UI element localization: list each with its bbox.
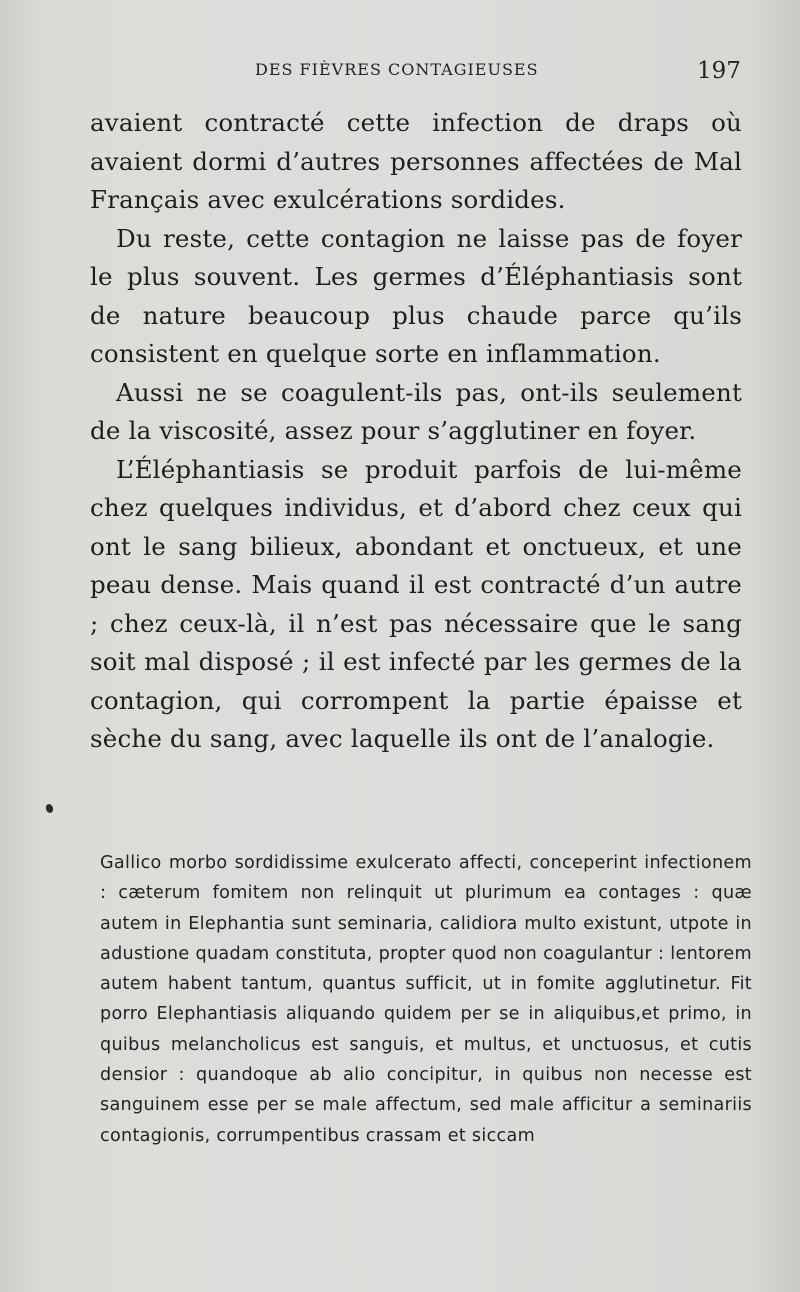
footnote-text: Gallico morbo sordidissime exulcerato affecti, conceperint infectionem : cæterum fomitem non relinquit ut plurimum ea contages : quæ autem in Elephantia sunt seminaria, calidiora multo existunt, utpote in adustione quadam constituta, propter quod non coagulantur : lentorem autem habent tantum, quantus sufficit, ut in fomite agglutinetur. Fit porro Elephantiasis aliquando quidem per se in aliquibus,et primo, in quibus melancholicus est sanguis, et multus, et unctuosus, et cutis densior : quandoque ab alio concipitur, in quibus non necesse est sanguinem esse per se male affectum, sed male afficitur a seminariis contagionis, corrumpentibus crassam et siccam xyxy=(100,853,752,1146)
running-title: DES FIÈVRES CONTAGIEUSES xyxy=(255,60,539,79)
ink-dot xyxy=(45,803,55,814)
main-text xyxy=(90,104,742,759)
paragraph: Aussi ne se coagulent-ils pas, ont-ils seulement de la viscosité, assez pour s’agglutiner en foyer. xyxy=(90,377,742,445)
latin-footnote xyxy=(100,848,752,1151)
paragraph: avaient contracté cette infection de draps où avaient dormi d’autres personnes affectées de Mal Français avec exulcérations sordides. xyxy=(90,108,742,214)
paragraph: Du reste, cette contagion ne laisse pas de foyer le plus souvent. Les germes d’Éléphantiasis sont de nature beaucoup plus chaude parce qu’ils consistent en quelque sorte en inflammation. xyxy=(90,223,742,368)
paragraph: L’Éléphantiasis se produit parfois de lui-même chez quelques individus, et d’abord chez ceux qui ont le sang bilieux, abondant et onctueux, et une peau dense. Mais quand il est contracté d’un autre ; chez ceux-là, il n’est pas nécessaire que le sang soit mal disposé ; il est infecté par les germes de la contagion, qui corrompent la partie épaisse et sèche du sang, avec laquelle ils ont de l’analogie. xyxy=(90,454,742,753)
page-number: 197 xyxy=(697,58,741,84)
